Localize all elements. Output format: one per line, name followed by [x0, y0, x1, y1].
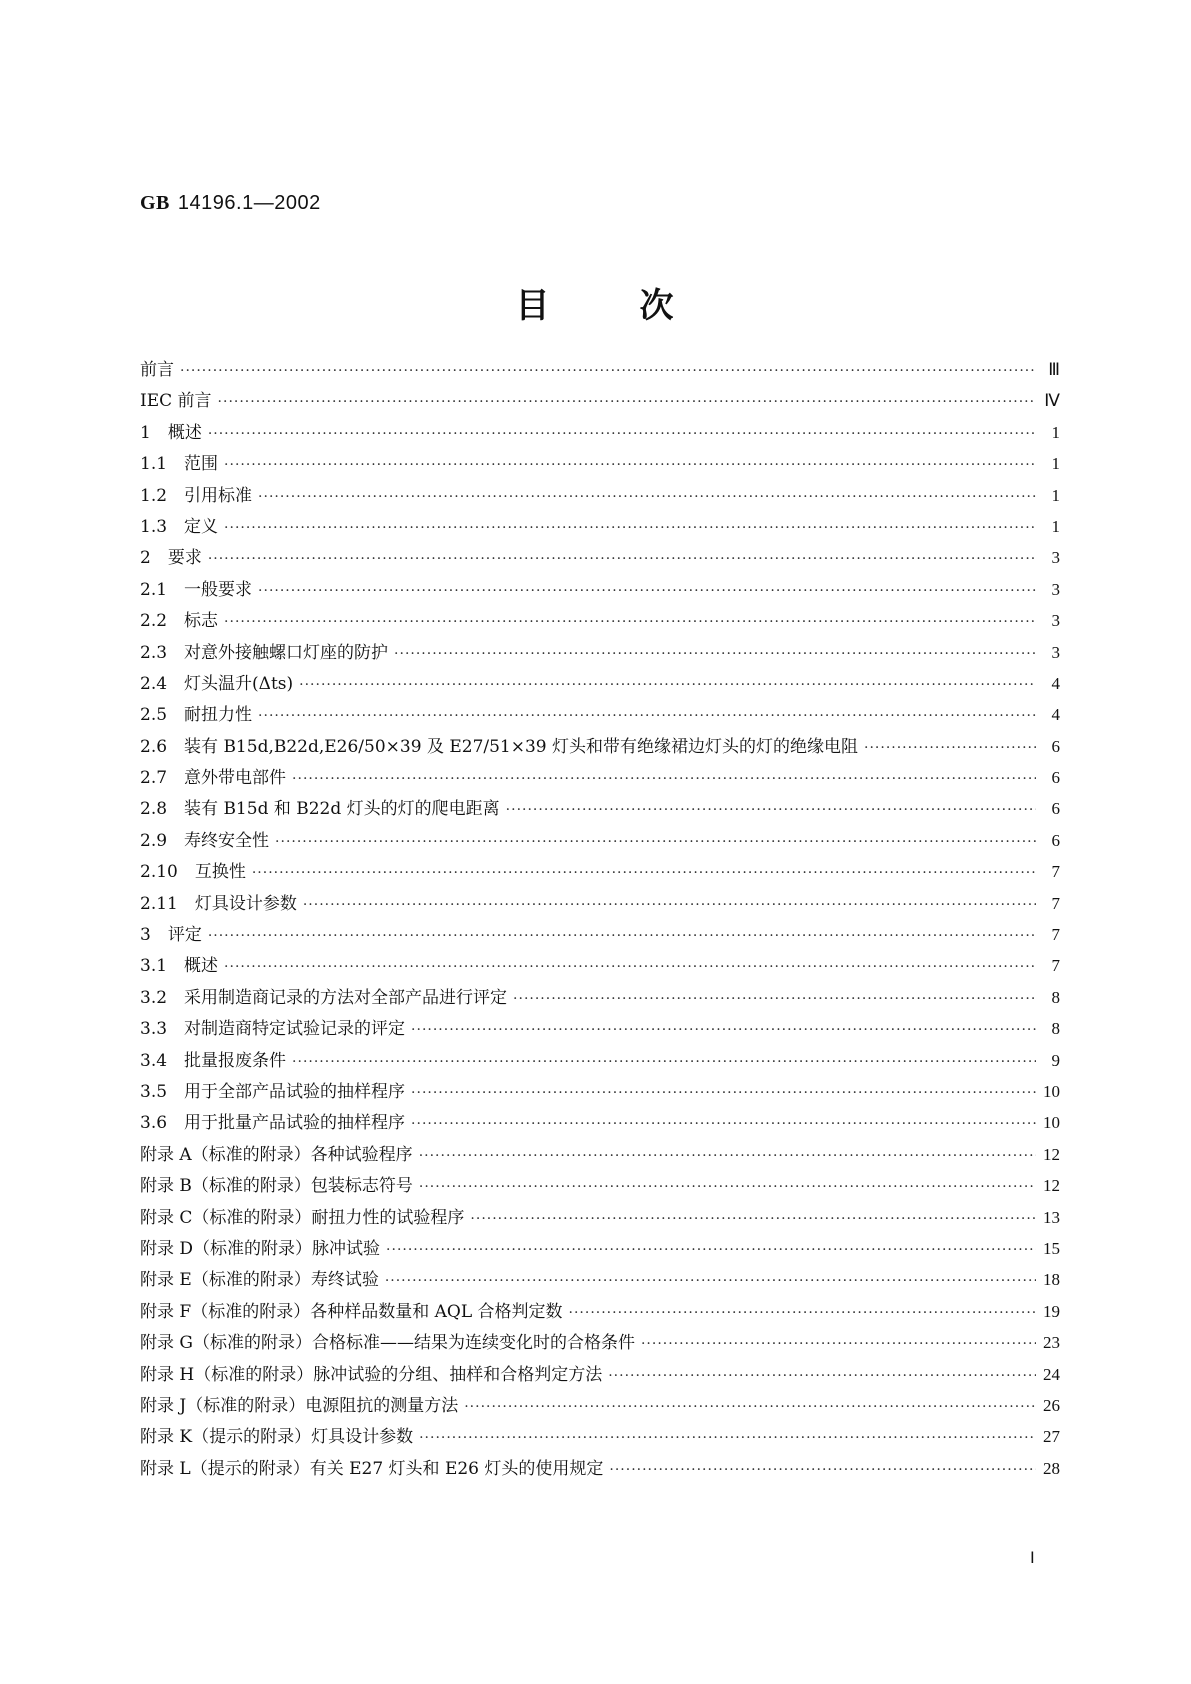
toc-entry-label: 1.1 范围: [140, 454, 219, 475]
title-char-1: 目: [515, 286, 552, 326]
leader-dots: [218, 387, 1036, 418]
toc-entry[interactable]: [140, 1202, 1060, 1233]
toc-entry[interactable]: [140, 385, 1060, 416]
toc-entry-label: 2.7 意外带电部件: [140, 768, 287, 789]
leader-dots: [608, 1361, 1036, 1392]
toc-entry[interactable]: [140, 511, 1060, 542]
toc-entry-label: 附录 E（标准的附录）寿终试验: [140, 1270, 379, 1291]
toc-entry-label: 2.1 一般要求: [140, 579, 253, 600]
toc-entry[interactable]: [140, 793, 1060, 824]
toc-entry-page: 4: [1051, 705, 1060, 725]
toc-entry[interactable]: [140, 574, 1060, 605]
leader-dots: [609, 1455, 1036, 1486]
toc-entry-page: 7: [1051, 862, 1060, 882]
toc-entry-page: 19: [1043, 1301, 1060, 1321]
toc-entry-page: 3: [1051, 548, 1060, 568]
toc-entry-label: 2.9 寿终安全性: [140, 830, 270, 851]
leader-dots: [224, 607, 1036, 638]
leader-dots: [411, 1078, 1036, 1109]
standard-number: 14196.1—2002: [177, 192, 321, 214]
leader-dots: [208, 419, 1036, 450]
leader-dots: [506, 795, 1036, 826]
toc-entry-label: 附录 F（标准的附录）各种样品数量和 AQL 合格判定数: [140, 1301, 563, 1322]
toc-entry[interactable]: [140, 1233, 1060, 1264]
leader-dots: [258, 576, 1036, 607]
toc-entry-page: 7: [1051, 925, 1060, 945]
toc-entry[interactable]: [140, 354, 1060, 385]
toc-entry-page: 12: [1043, 1144, 1060, 1164]
leader-dots: [252, 858, 1036, 889]
toc-entry[interactable]: [140, 856, 1060, 887]
toc-entry-label: 3.6 用于批量产品试验的抽样程序: [140, 1113, 406, 1134]
toc-entry[interactable]: [140, 1170, 1060, 1201]
toc-entry-label: 3.5 用于全部产品试验的抽样程序: [140, 1081, 406, 1102]
toc-entry-label: 附录 J（标准的附录）电源阻抗的测量方法: [140, 1395, 459, 1416]
toc-entry-label: 附录 H（标准的附录）脉冲试验的分组、抽样和合格判定方法: [140, 1364, 603, 1385]
toc-entry[interactable]: [140, 668, 1060, 699]
toc-entry-page: 26: [1043, 1395, 1060, 1415]
toc-entry-label: 前言: [140, 360, 174, 380]
toc-entry-label: 2.6 装有 B15d,B22d,E26/50×39 及 E27/51×39 灯头和带有绝缘裙边灯头的灯的绝缘电阻: [140, 736, 859, 757]
toc-entry[interactable]: [140, 1327, 1060, 1358]
toc-entry-page: 9: [1051, 1050, 1060, 1070]
document-code: [140, 190, 321, 215]
toc-entry-page: 8: [1051, 987, 1060, 1007]
toc-entry-page: 6: [1051, 830, 1060, 850]
leader-dots: [224, 450, 1036, 481]
toc-entry-label: 1 概述: [140, 422, 202, 443]
toc-entry[interactable]: [140, 950, 1060, 981]
toc-entry-page: 6: [1051, 768, 1060, 788]
leader-dots: [394, 639, 1036, 670]
toc-entry[interactable]: [140, 605, 1060, 636]
toc-entry[interactable]: [140, 888, 1060, 919]
toc-entry[interactable]: [140, 825, 1060, 856]
leader-dots: [208, 544, 1036, 575]
toc-entry-label: 3.4 批量报废条件: [140, 1050, 287, 1071]
toc-entry-label: 附录 D（标准的附录）脉冲试验: [140, 1238, 381, 1259]
toc-entry[interactable]: [140, 637, 1060, 668]
toc-entry-label: 3.1 概述: [140, 956, 219, 977]
toc-entry-page: 6: [1051, 736, 1060, 756]
toc-entry[interactable]: [140, 699, 1060, 730]
leader-dots: [411, 1109, 1036, 1140]
toc-entry-page: 3: [1051, 611, 1060, 631]
toc-entry[interactable]: [140, 480, 1060, 511]
leader-dots: [258, 482, 1036, 513]
toc-entry-label: IEC 前言: [140, 391, 212, 412]
toc-entry-page: 27: [1043, 1427, 1060, 1447]
toc-entry-label: 附录 G（标准的附录）合格标准——结果为连续变化时的合格条件: [140, 1333, 635, 1354]
toc-entry-page: Ⅳ: [1044, 391, 1060, 411]
leader-dots: [208, 921, 1036, 952]
leader-dots: [419, 1141, 1036, 1172]
toc-entry-page: 8: [1051, 1019, 1060, 1039]
leader-dots: [303, 890, 1036, 921]
toc-entry-page: 1: [1051, 516, 1060, 536]
toc-entry[interactable]: [140, 1107, 1060, 1138]
toc-entry[interactable]: [140, 1076, 1060, 1107]
toc-entry[interactable]: [140, 1013, 1060, 1044]
toc-entry-page: 18: [1043, 1270, 1060, 1290]
toc-entry-page: 1: [1051, 454, 1060, 474]
toc-entry-label: 附录 A（标准的附录）各种试验程序: [140, 1144, 413, 1165]
leader-dots: [470, 1204, 1036, 1235]
toc-entry-page: 13: [1043, 1207, 1060, 1227]
leader-dots: [385, 1266, 1036, 1297]
gb-prefix: GB: [140, 192, 170, 214]
toc-entry-page: 10: [1043, 1113, 1060, 1133]
toc-entry-label: 2.8 装有 B15d 和 B22d 灯头的灯的爬电距离: [140, 799, 500, 820]
toc-entry[interactable]: [140, 731, 1060, 762]
toc-entry-label: 3 评定: [140, 925, 202, 946]
leader-dots: [641, 1329, 1036, 1360]
toc-entry[interactable]: [140, 762, 1060, 793]
leader-dots: [464, 1392, 1036, 1423]
leader-dots: [569, 1298, 1036, 1329]
toc-entry-label: 1.3 定义: [140, 516, 219, 537]
toc-entry[interactable]: [140, 1139, 1060, 1170]
toc-entry-page: 1: [1051, 485, 1060, 505]
toc-entry[interactable]: [140, 982, 1060, 1013]
toc-entry-page: Ⅲ: [1048, 360, 1060, 379]
toc-entry[interactable]: [140, 1359, 1060, 1390]
leader-dots: [224, 513, 1036, 544]
toc-entry-page: 23: [1043, 1333, 1060, 1353]
leader-dots: [386, 1235, 1036, 1266]
toc-entry-page: 3: [1051, 642, 1060, 662]
toc-entry-page: 4: [1051, 673, 1060, 693]
toc-entry-label: 附录 L（提示的附录）有关 E27 灯头和 E26 灯头的使用规定: [140, 1458, 604, 1479]
toc-entry-label: 2.5 耐扭力性: [140, 705, 253, 726]
leader-dots: [864, 733, 1036, 764]
toc-entry-label: 2.3 对意外接触螺口灯座的防护: [140, 642, 389, 663]
table-of-contents: [140, 354, 1060, 1484]
toc-entry-label: 附录 K（提示的附录）灯具设计参数: [140, 1427, 414, 1448]
toc-entry-label: 2.2 标志: [140, 611, 219, 632]
leader-dots: [513, 984, 1036, 1015]
toc-entry-page: 28: [1043, 1458, 1060, 1478]
toc-entry-label: 3.3 对制造商特定试验记录的评定: [140, 1019, 406, 1040]
leader-dots: [224, 952, 1036, 983]
toc-entry[interactable]: [140, 448, 1060, 479]
toc-entry-page: 15: [1043, 1238, 1060, 1258]
toc-entry-page: 10: [1043, 1081, 1060, 1101]
leader-dots: [258, 701, 1036, 732]
page-title: [0, 278, 1191, 327]
toc-entry-page: 12: [1043, 1176, 1060, 1196]
title-char-2: 次: [639, 286, 676, 326]
toc-entry[interactable]: [140, 1264, 1060, 1295]
toc-entry[interactable]: [140, 1453, 1060, 1484]
toc-entry-page: 7: [1051, 893, 1060, 913]
toc-entry-label: 2.11 灯具设计参数: [140, 893, 297, 914]
leader-dots: [299, 670, 1036, 701]
leader-dots: [292, 764, 1036, 795]
toc-entry-label: 2 要求: [140, 548, 202, 569]
leader-dots: [180, 356, 1036, 387]
toc-entry-page: 1: [1051, 422, 1060, 442]
toc-entry-page: 7: [1051, 956, 1060, 976]
toc-entry-label: 2.10 互换性: [140, 862, 246, 883]
toc-entry[interactable]: [140, 1045, 1060, 1076]
toc-entry-label: 附录 C（标准的附录）耐扭力性的试验程序: [140, 1207, 465, 1228]
toc-entry[interactable]: [140, 919, 1060, 950]
toc-entry-label: 1.2 引用标准: [140, 485, 253, 506]
leader-dots: [419, 1172, 1036, 1203]
toc-entry-label: 2.4 灯头温升(Δts): [140, 673, 294, 694]
toc-entry-label: 附录 B（标准的附录）包装标志符号: [140, 1176, 413, 1197]
page-number: Ⅰ: [1030, 1550, 1035, 1567]
leader-dots: [419, 1423, 1036, 1454]
leader-dots: [411, 1015, 1036, 1046]
toc-entry-page: 3: [1051, 579, 1060, 599]
toc-entry-page: 24: [1043, 1364, 1060, 1384]
toc-entry[interactable]: [140, 1296, 1060, 1327]
toc-entry[interactable]: [140, 1390, 1060, 1421]
toc-entry-label: 3.2 采用制造商记录的方法对全部产品进行评定: [140, 987, 508, 1008]
toc-entry[interactable]: [140, 542, 1060, 573]
leader-dots: [292, 1047, 1036, 1078]
leader-dots: [275, 827, 1036, 858]
toc-entry[interactable]: [140, 417, 1060, 448]
toc-entry-page: 6: [1051, 799, 1060, 819]
toc-entry[interactable]: [140, 1421, 1060, 1452]
